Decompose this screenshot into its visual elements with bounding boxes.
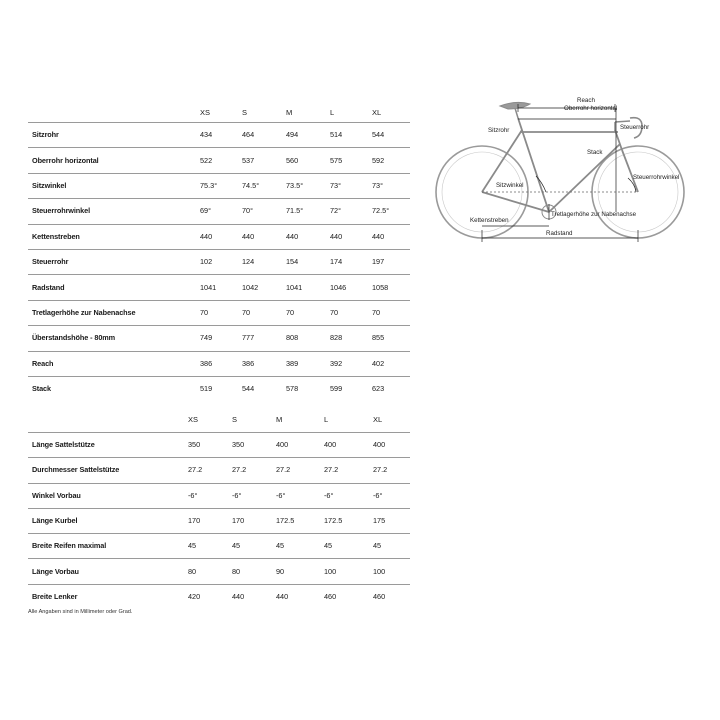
table-cell: 392: [330, 358, 343, 368]
label-seat-tube: Sitzrohr: [488, 127, 510, 134]
row-label: Sitzrohr: [32, 130, 59, 140]
table-cell: 828: [330, 333, 343, 343]
components-table: [28, 414, 410, 609]
table-cell: 102: [200, 257, 213, 267]
table-row: [28, 122, 410, 147]
table-cell: 45: [232, 541, 241, 551]
table-cell: 172.5: [276, 516, 295, 526]
size-header: S: [232, 415, 238, 424]
row-label: Länge Sattelstütze: [32, 440, 95, 450]
table-row: [28, 198, 410, 223]
table-cell: 1058: [372, 282, 389, 292]
table-cell: 460: [324, 591, 337, 601]
size-header: XS: [200, 108, 211, 117]
row-label: Länge Vorbau: [32, 566, 79, 576]
table-cell: 544: [242, 384, 255, 394]
table-cell: 440: [372, 231, 385, 241]
size-header: XS: [188, 415, 199, 424]
table-cell: 80: [188, 566, 197, 576]
row-label: Überstandshöhe - 80mm: [32, 333, 116, 343]
table-cell: 100: [373, 566, 386, 576]
table-cell: 80: [232, 566, 241, 576]
row-label: Reach: [32, 358, 54, 368]
row-label: Länge Kurbel: [32, 516, 78, 526]
row-label: Stack: [32, 384, 51, 394]
table-cell: 70: [242, 307, 251, 317]
table-row: [28, 325, 410, 350]
table-cell: 440: [330, 231, 343, 241]
table-cell: 460: [373, 591, 386, 601]
table-cell: 175: [373, 516, 386, 526]
size-header: L: [324, 415, 329, 424]
table-row: [28, 376, 410, 401]
table-cell: 90: [276, 566, 285, 576]
table-cell: 560: [286, 155, 299, 165]
table-cell: 386: [200, 358, 213, 368]
table-cell: 197: [372, 257, 385, 267]
table-cell: 440: [200, 231, 213, 241]
table-cell: 70: [330, 307, 339, 317]
table-cell: 124: [242, 257, 255, 267]
table-cell: 154: [286, 257, 299, 267]
table-cell: 74.5°: [242, 180, 260, 190]
table-cell: 70°: [242, 206, 254, 216]
table-cell: 389: [286, 358, 299, 368]
table-cell: 599: [330, 384, 343, 394]
table-cell: 75.3°: [200, 180, 218, 190]
table-row: [28, 584, 410, 609]
table-cell: 440: [286, 231, 299, 241]
table-cell: 27.2: [276, 465, 291, 475]
size-header: XL: [372, 108, 382, 117]
table-cell: 172.5: [324, 516, 343, 526]
footnote: Alle Angaben sind in Millimeter oder Grad.: [28, 609, 133, 615]
table-row: [28, 508, 410, 533]
table-cell: 494: [286, 130, 299, 140]
table-row: [28, 483, 410, 508]
table-cell: 537: [242, 155, 255, 165]
table-cell: 522: [200, 155, 213, 165]
table-row: [28, 274, 410, 299]
table-row: [28, 224, 410, 249]
table-cell: 400: [373, 440, 386, 450]
row-label: Tretlagerhöhe zur Nabenachse: [32, 307, 136, 317]
table-cell: 350: [232, 440, 245, 450]
table-cell: 400: [276, 440, 289, 450]
table-cell: 45: [324, 541, 333, 551]
table-cell: 592: [372, 155, 385, 165]
table-cell: 544: [372, 130, 385, 140]
table-cell: 575: [330, 155, 343, 165]
table-cell: -6°: [324, 490, 334, 500]
row-label: Breite Reifen maximal: [32, 541, 107, 551]
table-cell: 578: [286, 384, 299, 394]
label-wheelbase: Radstand: [546, 230, 573, 237]
table-row: [28, 300, 410, 325]
row-label: Winkel Vorbau: [32, 490, 81, 500]
table-cell: 440: [232, 591, 245, 601]
table-cell: -6°: [373, 490, 383, 500]
table-cell: 174: [330, 257, 343, 267]
row-label: Durchmesser Sattelstütze: [32, 465, 120, 475]
label-bb-drop: Tretlagerhöhe zur Nabenachse: [551, 211, 637, 218]
table-cell: 70: [372, 307, 381, 317]
table-cell: 514: [330, 130, 343, 140]
table-row: [28, 249, 410, 274]
table-cell: -6°: [232, 490, 242, 500]
table-cell: 27.2: [373, 465, 388, 475]
table-cell: 434: [200, 130, 213, 140]
table-cell: 1042: [242, 282, 259, 292]
geometry-table: [28, 104, 410, 401]
label-head-tube: Steuerrohr: [620, 124, 650, 131]
row-label: Steuerrohr: [32, 257, 69, 267]
table-cell: -6°: [276, 490, 286, 500]
table-cell: 519: [200, 384, 213, 394]
table-row: [28, 558, 410, 583]
table-cell: 71.5°: [286, 206, 304, 216]
table-cell: 45: [188, 541, 197, 551]
label-reach: Reach: [577, 97, 595, 104]
table-cell: 464: [242, 130, 255, 140]
label-chainstays: Kettenstreben: [470, 217, 509, 224]
size-header: XL: [373, 415, 383, 424]
table-cell: 440: [276, 591, 289, 601]
table-cell: 1046: [330, 282, 347, 292]
table-cell: 350: [188, 440, 201, 450]
table-cell: 400: [324, 440, 337, 450]
table-cell: 72.5°: [372, 206, 390, 216]
row-label: Oberrohr horizontal: [32, 155, 99, 165]
table-cell: 777: [242, 333, 255, 343]
label-top-tube: Oberrohr horizontal: [564, 105, 618, 112]
row-label: Sitzwinkel: [32, 180, 67, 190]
table-cell: 27.2: [324, 465, 339, 475]
table-row: [28, 432, 410, 457]
table-cell: 402: [372, 358, 385, 368]
table-cell: 73.5°: [286, 180, 304, 190]
size-header: M: [286, 108, 293, 117]
table-cell: 386: [242, 358, 255, 368]
row-label: Kettenstreben: [32, 231, 80, 241]
table-cell: 420: [188, 591, 201, 601]
table-cell: 170: [188, 516, 201, 526]
size-header: S: [242, 108, 248, 117]
table-cell: 73°: [372, 180, 384, 190]
table-row: [28, 147, 410, 172]
size-header: L: [330, 108, 335, 117]
table-cell: 45: [373, 541, 382, 551]
row-label: Radstand: [32, 282, 65, 292]
size-header: M: [276, 415, 283, 424]
table-cell: 1041: [286, 282, 303, 292]
table-cell: 749: [200, 333, 213, 343]
table-row: [28, 173, 410, 198]
table-cell: 100: [324, 566, 337, 576]
table-cell: 72°: [330, 206, 342, 216]
table-row: [28, 351, 410, 376]
table-cell: 855: [372, 333, 385, 343]
label-stack: Stack: [587, 149, 603, 156]
row-label: Breite Lenker: [32, 591, 78, 601]
table-cell: 808: [286, 333, 299, 343]
label-head-angle: Steuerrohrwinkel: [633, 174, 680, 181]
table-cell: -6°: [188, 490, 198, 500]
table-row: [28, 457, 410, 482]
table-cell: 440: [242, 231, 255, 241]
table-row: [28, 533, 410, 558]
table-cell: 27.2: [188, 465, 203, 475]
table-cell: 70: [200, 307, 209, 317]
table-cell: 27.2: [232, 465, 247, 475]
table-cell: 73°: [330, 180, 342, 190]
row-label: Steuerrohrwinkel: [32, 206, 91, 216]
table-cell: 69°: [200, 206, 212, 216]
label-seat-angle: Sitzwinkel: [496, 182, 524, 189]
table-cell: 623: [372, 384, 385, 394]
table-cell: 70: [286, 307, 295, 317]
table-cell: 1041: [200, 282, 217, 292]
table-cell: 170: [232, 516, 245, 526]
table-cell: 45: [276, 541, 285, 551]
bike-geometry-diagram: [430, 92, 700, 257]
